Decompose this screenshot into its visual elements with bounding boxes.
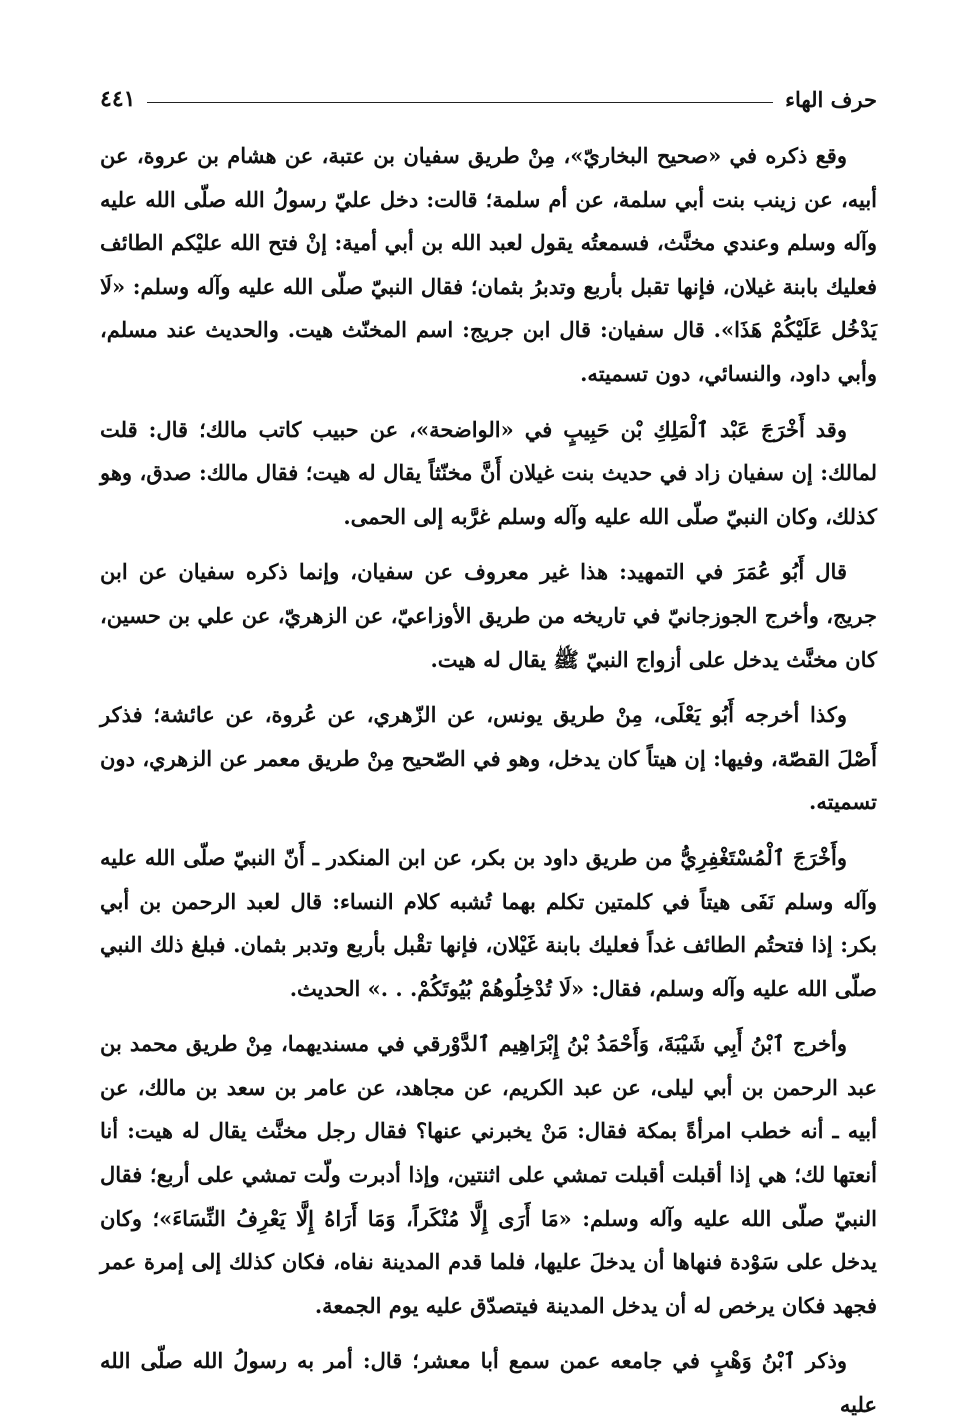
running-header [100, 78, 877, 120]
paragraph: وقد أَخْرَجَ عَبْد ٱلْمَلِكِ بْن حَبِيبٍ في «الواضحة»، عن حبيب كاتب مالك؛ قال: قلت لمالك: إن سفيان زاد في حديث بنت غيلان أَنَّ مخنّثاً يقال له هيت؛ فقال مالك: صدق، وهو كذلك، وكان النبيّ صلّى الله عليه وآله وسلم غرَّبه إلى الحمى. [100, 416, 877, 529]
paragraph: وقع ذكره في «صحيح البخاريّ»، مِنْ طريق سفيان بن عتبة، عن هشام بن عروة، عن أبيه، عن زينب بنت أبي سلمة، عن أم سلمة؛ قالت: دخل عليّ رسولُ الله صلّى الله عليه وآله وسلم وعندي مخنَّث، فسمعتُه يقول لعبد الله بن أبي أمية: إنْ فتح الله عليْكم الطائف فعليك بابنة غيلان، فإنها تقبل بأربع وتدبرُ بثمان؛ فقال النبيّ صلّى الله عليه وآله وسلم: «لَا يَدْخُل عَلَيْكُمْ هَذَا». قال سفيان: قال ابن جريج: اسم المخنّث هيت. والحديث عند مسلم، وأبي داود، والنسائي، دون تسميته. [100, 143, 877, 386]
header-title: حرف الهاء [785, 86, 877, 112]
paragraph: قال أَبُو عُمَرَ في التمهيد: هذا غير معروف عن سفيان، وإنما ذكره سفيان عن ابن جريج، وأخرج الجوزجانيّ في تاريخه من طريق الأوزاعيّ، عن الزهريّ، عن علي بن حسين، كان مخنَّث يدخل على أزواج النبيّ ﷺ يقال له هيت. [100, 559, 877, 672]
paragraph: وذكر ٱبْنُ وَهْبٍ في جامعه عمن سمع أبا معشر؛ قال: أمر به رسولُ الله صلّى الله عليه [100, 1348, 877, 1418]
document-page [100, 78, 877, 1418]
page-number: ٤٤١ [100, 86, 136, 112]
paragraph: وكذا أخرجه أَبُو يَعْلَى، مِنْ طريق يونس، عن الزّهري، عن عُروة، عن عائشة؛ فذكر أَصْلَ القصّة، وفيها: إن هيتاً كان يدخل، وهو في الصّحيح مِنْ طريق معمر عن الزهري، دون تسميته. [100, 702, 877, 815]
paragraph: وأخرج ٱبْنُ أَبِي شَيْبَةَ، وَأَحْمَدُ بْنُ إِبْرَاهِيم ٱلدَّوْرقي في مسنديهما، مِنْ طريق محمد بن عبد الرحمن بن أبي ليلى، عن عبد الكريم، عن مجاهد، عن عامر بن سعد بن مالك، عن أبيه ـ أنه خطب امرأةً بمكة فقال: مَنْ يخبرني عنها؟ فقال رجل مخنَّث يقال له هيت: أنا أنعتها لك؛ هي إذا أقبلت أقبلت تمشي على اثنتين، وإذا أدبرت ولّت تمشي على أربع؛ فقال النبيّ صلّى الله عليه وآله وسلم: «مَا أَرَى إِلَّا مُنْكَراً، وَمَا أَرَاهُ إِلَّا يَعْرِفُ النِّسَاءَ»؛ وكان يدخل على سَوْدة فنهاها أن يدخلَ عليها، فلما قدم المدينة نفاه، فكان كذلك إلى إمرة عمر فجهد فكان يرخص له أن يدخل المدينة فيتصدّق عليه يوم الجمعة. [100, 1031, 877, 1318]
paragraph: وأَخْرَجَ ٱلْمُسْتَغْفِرِيُّ من طريق داود بن بكر، عن ابن المنكدر ـ أَنّ النبيّ صلّى الله عليه وآله وسلم نَفَى هيتاً في كلمتين تكلم بهما تُشبه كلام النساء: قال لعبد الرحمن بن أبي بكر: إذا فتحتُم الطائف غداً فعليك بابنة غَيْلان، فإنها تقْبل بأربع وتدبر بثمان. فبلغ ذلك النبي صلّى الله عليه وآله وسلم، فقال: «لَا تُدْخِلُوهُمْ بُيُوتَكُمْ. . .» الحديث. [100, 844, 877, 1001]
header-rule [147, 102, 773, 103]
body-text [100, 134, 877, 1427]
